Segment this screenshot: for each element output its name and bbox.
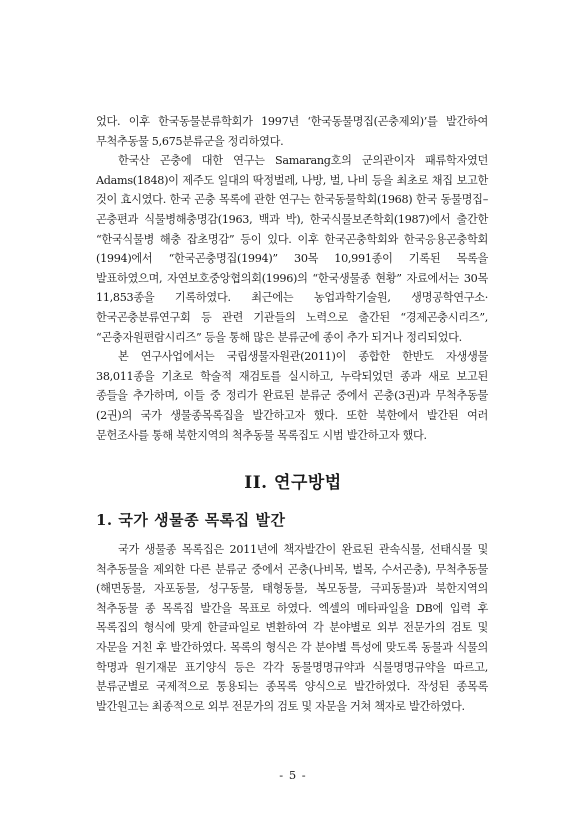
paragraph-insect-history: 한국산 곤충에 대한 연구는 Samarang호의 군의관이자 패류학자였던 Adams(1848)이 제주도 일대의 딱정벌레, 나방, 벌, 나비 등을 최초로 채집 보고한 것이 효시였다. 한국 곤충 목록에 관한 연구는 한국동물학회(1968) 한국 동물명집–곤충편과 식물병해충명감(1963, 백과 박), 한국식물보존학회(1987)에서 출간한 “한국식물병 해충 잡초명감” 등이 있다. 이후 한국곤충학회와 한국응용곤충학회(1994)에서 “한국곤충명집(1994)” 30목 10,991종이 기록된 목록을 발표하였으며, 자연보호중앙협의회(1996)의 “한국생물종 현황” 자료에서는 30목 11,853종을 기록하였다. 최근에는 농업과학기술원, 생명공학연구소·한국곤충분류연구회 등 관련 기관들의 노력으로 출간된 “경제곤충시리즈”, “곤충자원편람시리즈” 등을 통해 많은 분류군에 종이 추가 되거나 정리되었다. (96, 154, 488, 344)
paragraph-project-scope: 본 연구사업에서는 국립생물자원관(2011)이 종합한 한반도 자생생물 38,011종을 기초로 학술적 재검토를 실시하고, 누락되었던 종과 새로 보고된 종들을 추가하며, 이들 중 정리가 완료된 분류군 중에서 곤충(3권)과 무척추동물(2권)의 국가 생물종목록집을 발간하고자 했다. 또한 북한에서 발간된 여러 문헌조사를 통해 북한지역의 척추동물 목록집도 시범 발간하고자 했다. (96, 350, 488, 442)
page-number: - 5 - (279, 768, 307, 782)
subsection-title: 1. 국가 생물종 목록집 발간 (96, 511, 286, 529)
paragraph-continuation: 었다. 이후 한국동물분류학회가 1997년 ‘한국동물명집(곤충제외)’를 발간하여 무척추동물 5,675분류군을 정리하였다. (96, 115, 488, 148)
paragraph-methods: 국가 생물종 목록집은 2011년에 책자발간이 완료된 관속식물, 선태식물 및 척추동물을 제외한 다른 분류군 중에서 곤충(나비목, 벌목, 수서곤충), 무척추동물(해면동물, 자포동물, 성구동물, 태형동물, 복모동물, 극피동물)과 북한지역의 척추동물 종 목록집 발간을 목표로 하였다. 엑셀의 메타파일을 DB에 입력 후 목록집의 형식에 맞게 한글파일로 변환하여 각 분야별로 외부 전문가의 검토 및 자문을 거친 후 발간하였다. 목록의 형식은 각 분야별 특성에 맞도록 동물과 식물의 학명과 원기재문 표기양식 등은 각각 동물명명규약과 식물명명규약을 따르고, 분류군별로 국제적으로 통용되는 종목록 양식으로 발간하였다. 작성된 종목록 발간원고는 최종적으로 외부 전문가의 검토 및 자문을 거쳐 책자로 발간하였다. (96, 543, 488, 713)
intro-text-block (96, 112, 488, 445)
section-title: II. 연구방법 (244, 473, 342, 493)
methods-text-block (96, 540, 488, 716)
